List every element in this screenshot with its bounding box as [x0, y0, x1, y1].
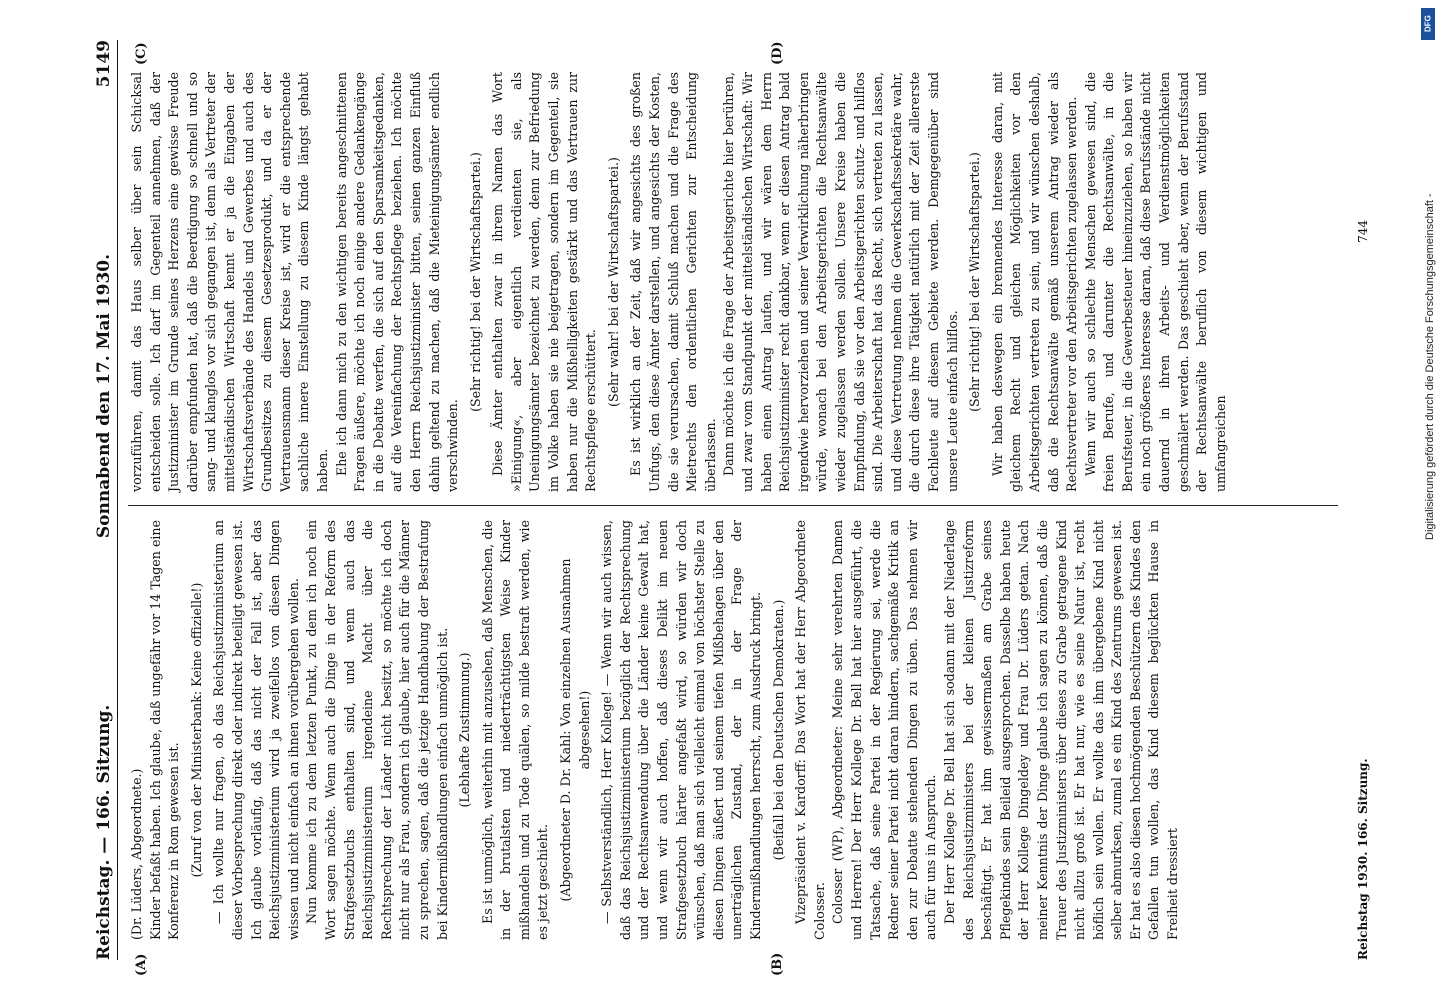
document-page	[70, 0, 1370, 1000]
page-number: 5149	[94, 40, 114, 88]
interjection: (Lebhafte Zustimmung.)	[457, 652, 473, 808]
interjection: (Abgeordneter D. Dr. Kahl: Von einzelnen Ausnahmen abgesehen!)	[558, 558, 592, 902]
paragraph: Colosser (WP), Abgeordneter: Meine sehr verehrten Damen und Herren! Der Herr Kollege Dr. Bell hat hier ausgeführt, die Tatsache, daß seine Partei in der Regierung sei, werde die Redner seiner Partei nicht daran hindern, sachgemäße Kritik an den zur Debatte stehenden Dingen zu üben. Das nehmen wir auch für uns in Anspruch.	[830, 520, 939, 940]
header-date: Sonnabend den 17. Mai 1930.	[94, 253, 114, 539]
paragraph: Wenn wir auch so schlechte Menschen gewesen sind, die freien Berufe, und darunter die Rechtsanwälte, in die Berufsteuer, in die Gewerbesteuer hineinzuziehen, so haben wir ein noch größeres Interesse daran, daß diese Berufsstände nicht dauernd in ihren Arbeits- und Verdienstmöglichkeiten geschmälert werden. Das geschieht aber, wenn der Berufsstand der Rechtsanwälte beruflich von diesem wichtigen und umfangreichen	[1082, 72, 1228, 492]
paragraph: (Dr. Lüders, Abgeordnete.)	[129, 768, 144, 940]
dfg-logo: DFG	[1421, 8, 1435, 40]
paragraph: vorzuführen, damit das Haus selber über sein Schicksal entscheiden solle. Ich darf im Gegenteil annehmen, daß der Justizminister im Grunde seines Herzens eine gewisse Freude darüber empfunden hat, daß die Beerdigung so schnell und so sang- und klanglos vor sich gegangen ist, denn als Vertreter der mittelständischen Wirtschaft kennt er ja die Eingaben der Wirtschaftsverbände des Handels und Gewerbes und auch des Grundbesitzes zu diesem Gesetzesprodukt, und da er der Vertrauensmann dieser Kreise ist, wird er die entsprechende sachliche innere Einstellung zu diesem Kinde längst gehabt haben.	[129, 72, 330, 492]
paragraph: Der Herr Kollege Dr. Bell hat sich sodann mit der Niederlage des Reichsjustizministers bei der kleinen Justizreform beschäftigt. Er hat ihm gewissermaßen am Grabe seines Pflegekindes sein Beileid ausgesprochen. Dasselbe haben heute der Herr Kollege Dingeldey und Frau Dr. Lüders getan. Nach meiner Kenntnis der Dinge glaube ich sagen zu können, daß die Trauer des Justizministers über dieses zu Grabe getragene Kind nicht allzu groß ist. Er hat nur, wie es seine Natur ist, recht höflich sein wollen. Er wollte das ihm übergebene Kind nicht selber abmurksen, zumal es ein Kind des Zentrums gewesen ist. Er hat es also diesen hochmögenden Beschützern des Kindes den Gefallen tun wollen, das Kind diesem beglückten Hause in Freiheit dressiert	[941, 520, 1181, 940]
footer-left: Reichstag 1930. 166. Sitzung.	[1356, 758, 1370, 960]
paragraph: Vizepräsident v. Kardorff: Das Wort hat der Herr Abgeordnete Colosser.	[793, 520, 827, 940]
margin-marker-c: (C)	[134, 42, 149, 65]
margin-marker-a: (A)	[134, 953, 149, 976]
paragraph: Dann möchte ich die Frage der Arbeitsgerichte hier berühren, und zwar vom Standpunkt der mittelständischen Wirtschaft: Wir haben einen Antrag laufen, und wir wären dem Herrn Reichsjustizminister recht dankbar, wenn er diesen Antrag bald irgendwie hervorziehen und seiner Verwirklichung näherbringen würde, wonach bei den Arbeitsgerichten die Rechtsanwälte wieder zugelassen werden sollen. Unsere Kreise haben die Empfindung, daß sie vor den Arbeitsgerichten schutz- und hilflos sind. Die Arbeiterschaft hat das Recht, sich vertreten zu lassen, und diese Vertretung nehmen die Gewerkschaftssekretäre wahr, die durch diese ihre Tätigkeit natürlich mit der Zeit allererste Fachleute auf diesem Gebiete werden. Demgegenüber sind unsere Leute einfach hilflos.	[721, 72, 960, 492]
interjection: (Sehr wahr! bei der Wirtschaftspartei.)	[605, 157, 621, 407]
interjection: (Zuruf von der Ministerbank: Keine offizielle!)	[188, 582, 204, 878]
interjection: (Sehr richtig! bei der Wirtschaftspartei.)	[967, 152, 983, 412]
paragraph: Kinder befaßt haben. Ich glaube, daß ungefähr vor 14 Tagen eine Konferenz in Rom gewesen ist.	[147, 520, 182, 940]
paragraph: Diese Ämter enthalten zwar in ihrem Namen das Wort »Einigung«, aber eigentlich verdienten sie, als Uneinigungsämter bezeichnet zu werden, denn zur Befriedung im Volke haben sie nie beigetragen, sondern im Gegenteil, sie haben nur die Mißhelligkeiten gestärkt und das Vertrauen zur Rechtspflege erschüttert.	[490, 72, 599, 492]
interjection: (Beifall bei den Deutschen Demokraten.)	[770, 599, 786, 861]
paragraph: Wir haben deswegen ein brennendes Interesse daran, mit gleichem Recht und gleichen Möglichkeiten vor den Arbeitsgerichten vertreten zu sein, und wir wünschen deshalb, daß die Rechtsanwälte gemäß unserem Antrag wieder als Rechtsvertreter vor den Arbeitsgerichten zugelassen werden.	[989, 72, 1080, 492]
interjection: (Sehr richtig! bei der Wirtschaftspartei.)	[467, 152, 483, 412]
paragraph: Es ist wirklich an der Zeit, daß wir angesichts des großen Unfugs, den diese Ämter darstellen, und angesichts der Kosten, die sie verursachen, damit Schluß machen und die Frage des Mietrechts den ordentlichen Gerichten zur Entscheidung überlassen.	[628, 72, 718, 492]
paragraph: Nun komme ich zu dem letzten Punkt, zu dem ich noch ein Wort sagen möchte. Wenn auch die Dinge in der Reform des Strafgesetzbuchs enthalten sind, und wenn auch das Reichsjustizministerium irgendeine Macht über die Rechtsprechung der Länder nicht besitzt, so möchte ich doch nicht nur als Frau, sondern ich glaube, hier auch für die Männer zu sprechen, sagen, daß die jetzige Handhabung der Bestrafung bei Kindermißhandlungen einfach unmöglich ist.	[304, 520, 450, 940]
margin-marker-b: (B)	[770, 952, 785, 976]
left-column	[128, 520, 1183, 940]
paragraph: — Selbstverständlich, Herr Kollege! — Wenn wir auch wissen, daß das Reichsjustizministerium bezüglich der Rechtsprechung und der Rechtsanwendung über die Länder keine Gewalt hat, und wenn wir auch hoffen, daß dieses Delikt im neuen Strafgesetzbuch härter angefaßt wird, so würden wir doch wünschen, daß man sich vielleicht einmal von höchster Stelle zu diesen Dingen äußert und seinem tiefen Mißbehagen über den unerträglichen Zustand, der in der Frage der Kindermißhandlungen herrscht, zum Ausdruck bringt.	[599, 520, 763, 940]
page-header	[88, 40, 118, 960]
footer-page-number: 744	[1356, 220, 1370, 243]
column-divider	[128, 505, 1338, 506]
paragraph: Ehe ich dann mich zu den wichtigen bereits angeschnittenen Fragen äußere, möchte ich noch einige andere Gedankengänge in die Debatte werfen, die sich auf den Sparsamkeitsgedanken, auf die Vereinfachung der Rechtspflege beziehen. Ich möchte den Herrn Reichsjustizminister bitten, seinen ganzen Einfluß dahin geltend zu machen, daß die Mieteinigungsämter endlich verschwinden.	[333, 72, 461, 492]
paragraph: Es ist unmöglich, weiterhin mit anzusehen, daß Menschen, die in der brutalsten und niederträchtigsten Weise Kinder mißhandeln und zu Tode quälen, so milde bestraft werden, wie es jetzt geschieht.	[479, 520, 551, 940]
right-column	[128, 72, 1230, 492]
margin-marker-d: (D)	[770, 41, 785, 65]
header-left: Reichstag. — 166. Sitzung.	[94, 704, 114, 960]
paragraph: — Ich wollte nur fragen, ob das Reichsjustizministerium an dieser Vorbesprechung direkt oder indirekt beteiligt gewesen ist. Ich glaube vorläufig, daß das nicht der Fall ist, aber das Reichsjustizministerium wird ja zweifellos von diesen Dingen wissen und nicht einfach an ihnen vorübergehen wollen.	[211, 520, 301, 940]
digitization-credit: Digitalisierung gefördert durch die Deutsche Forschungsgemeinschaft -	[1424, 193, 1436, 540]
